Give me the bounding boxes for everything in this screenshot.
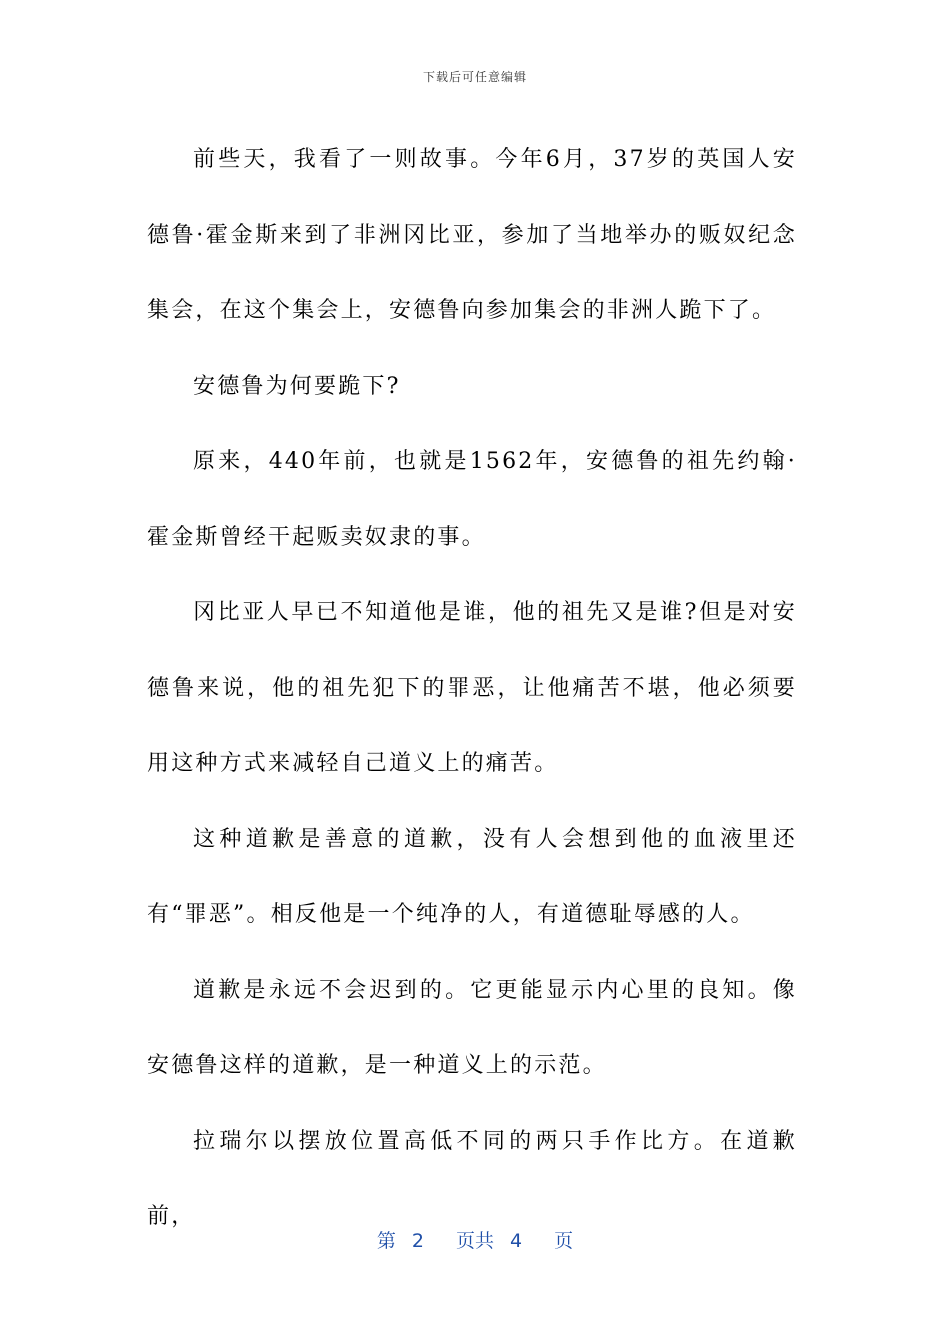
header-note: 下载后可任意编辑 bbox=[422, 70, 527, 84]
paragraph-7: 拉瑞尔以摆放位置高低不同的两只手作比方。在道歉前， bbox=[147, 1128, 797, 1229]
paragraph-6: 道歉是永远不会迟到的。它更能显示内心里的良知。像安德鲁这样的道歉，是一种道义上的示范。 bbox=[147, 977, 797, 1078]
footer-prefix: 第 bbox=[376, 1230, 396, 1252]
footer-middle: 页共 bbox=[455, 1230, 494, 1252]
footer-total-pages: 4 bbox=[510, 1230, 523, 1252]
paragraph-3: 原来，440年前，也就是1562年，安德鲁的祖先约翰·霍金斯曾经干起贩卖奴隶的事。 bbox=[147, 449, 797, 550]
footer-current-page: 2 bbox=[411, 1230, 424, 1252]
document-body bbox=[147, 122, 797, 1255]
footer-suffix: 页 bbox=[554, 1230, 574, 1252]
paragraph-1: 前些天，我看了一则故事。今年6月，37岁的英国人安德鲁·霍金斯来到了非洲冈比亚，参加了当地举办的贩奴纪念集会，在这个集会上，安德鲁向参加集会的非洲人跪下了。 bbox=[147, 147, 797, 323]
paragraph-4: 冈比亚人早已不知道他是谁，他的祖先又是谁?但是对安德鲁来说，他的祖先犯下的罪恶，让他痛苦不堪，他必须要用这种方式来减轻自己道义上的痛苦。 bbox=[147, 600, 797, 776]
page-footer bbox=[0, 1226, 950, 1253]
paragraph-5: 这种道歉是善意的道歉，没有人会想到他的血液里还有“罪恶”。相反他是一个纯净的人，有道德耻辱感的人。 bbox=[147, 826, 797, 927]
paragraph-2: 安德鲁为何要跪下? bbox=[193, 373, 401, 399]
